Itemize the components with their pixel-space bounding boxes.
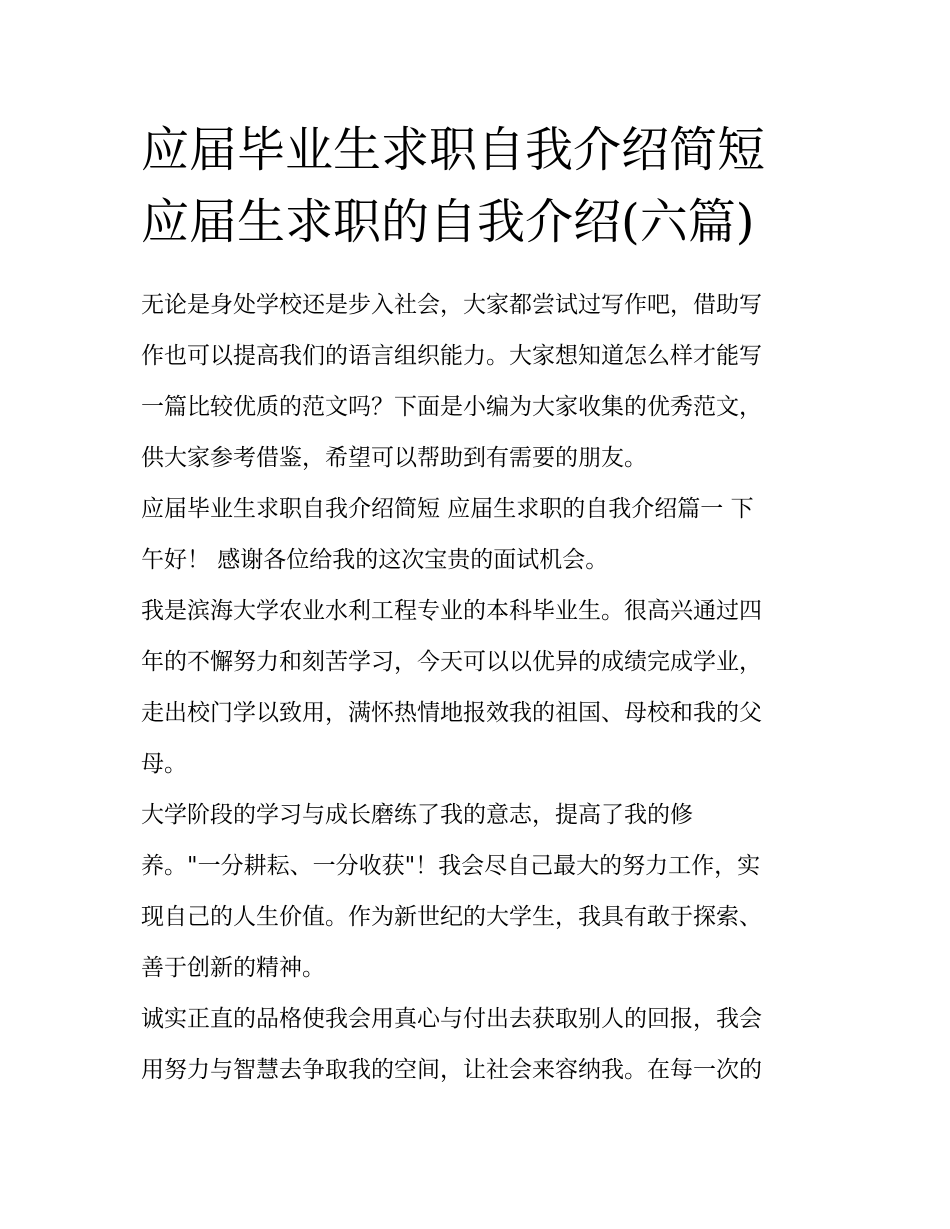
text-line: 无论是身处学校还是步入社会，大家都尝试过写作吧，借助写 <box>141 292 762 318</box>
text-line: 我是滨海大学农业水利工程专业的本科毕业生。很高兴通过四 <box>141 598 762 624</box>
text-line: 供大家参考借鉴，希望可以帮助到有需要的朋友。 <box>141 445 647 471</box>
document-title <box>141 114 841 258</box>
text-line: 应届毕业生求职自我介绍简短 应届生求职的自我介绍篇一 下 <box>141 496 754 522</box>
text-line: 午好！ 感谢各位给我的这次宝贵的面试机会。 <box>141 547 609 573</box>
text-line: 大学阶段的学习与成长磨练了我的意志，提高了我的修 <box>141 802 693 828</box>
text-line: 母。 <box>141 751 187 777</box>
text-line: 作也可以提高我们的语言组织能力。大家想知道怎么样才能写 <box>141 343 762 369</box>
paragraph-greeting <box>141 484 821 586</box>
title-line-1: 应届毕业生求职自我介绍简短 <box>141 122 766 178</box>
paragraph-growth <box>141 790 821 994</box>
text-line: 走出校门学以致用，满怀热情地报效我的祖国、母校和我的父 <box>141 700 762 726</box>
text-line: 年的不懈努力和刻苦学习，今天可以以优异的成绩完成学业， <box>141 649 762 675</box>
document-body <box>141 280 821 1096</box>
paragraph-character <box>141 994 821 1096</box>
text-line: 善于创新的精神。 <box>141 955 325 981</box>
text-line: 一篇比较优质的范文吗？下面是小编为大家收集的优秀范文， <box>141 394 762 420</box>
text-line: 用努力与智慧去争取我的空间，让社会来容纳我。在每一次的 <box>141 1057 762 1083</box>
text-line: 现自己的人生价值。作为新世纪的大学生，我具有敢于探索、 <box>141 904 762 930</box>
text-line: 养。"一分耕耘、一分收获"！我会尽自己最大的努力工作，实 <box>141 853 761 879</box>
paragraph-intro <box>141 280 821 484</box>
text-line: 诚实正直的品格使我会用真心与付出去获取别人的回报，我会 <box>141 1006 762 1032</box>
paragraph-background <box>141 586 821 790</box>
title-line-2: 应届生求职的自我介绍(六篇) <box>141 194 755 250</box>
